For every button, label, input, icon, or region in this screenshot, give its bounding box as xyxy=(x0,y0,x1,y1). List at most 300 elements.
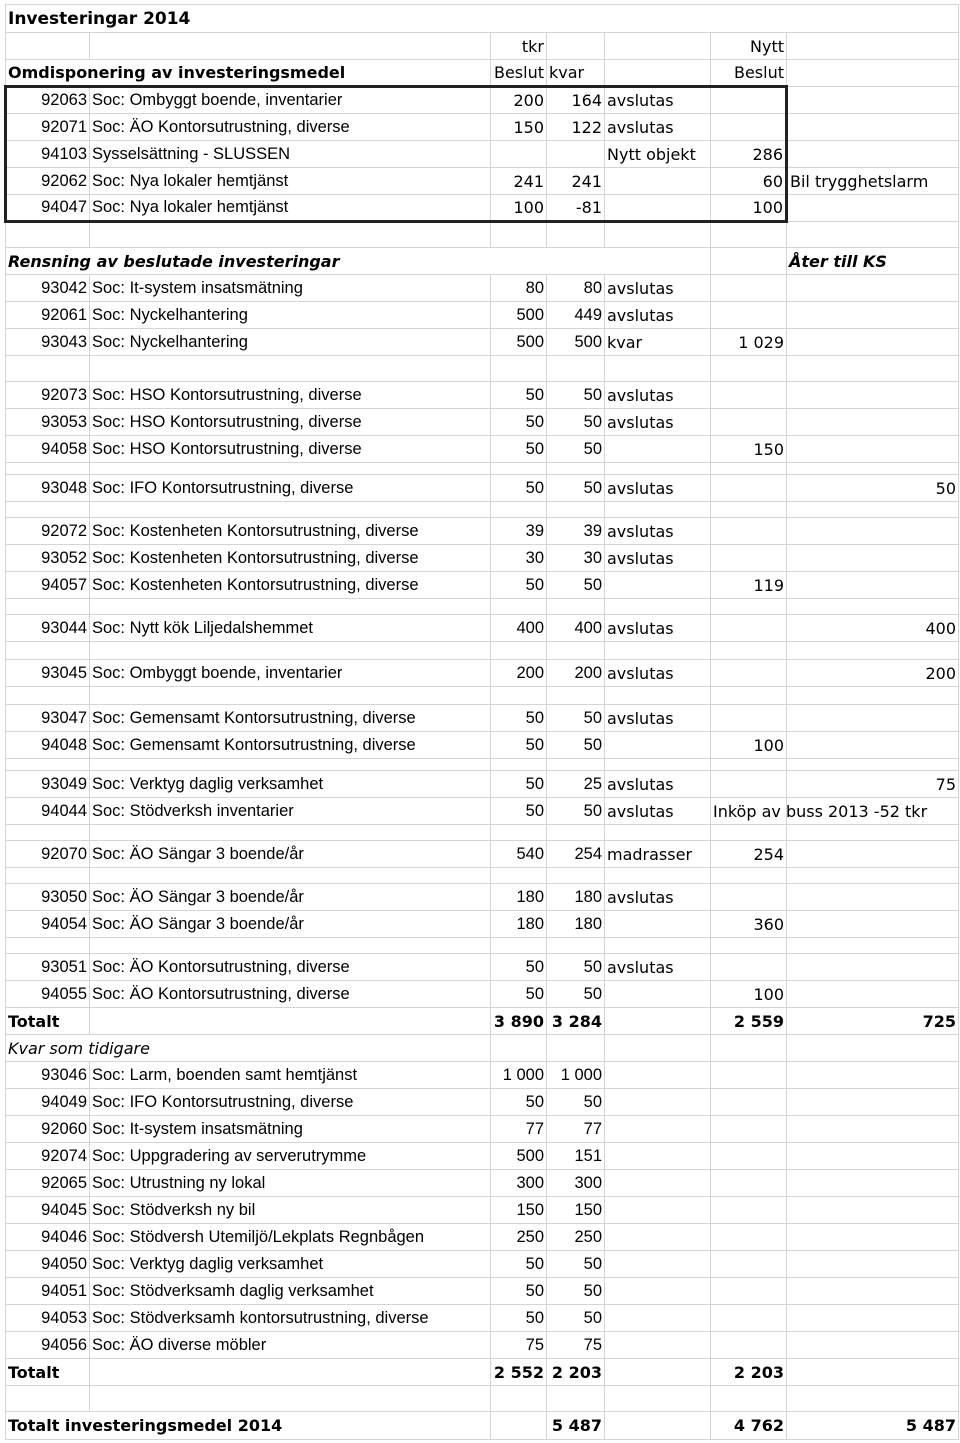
object-number: 94044 xyxy=(6,798,90,825)
beslut-value: 50 xyxy=(491,1278,547,1305)
object-description: Soc: Kostenheten Kontorsutrustning, diverse xyxy=(90,572,491,599)
ater-till-ks-value: 400 xyxy=(787,615,959,642)
object-description: Soc: Gemensamt Kontorsutrustning, diverse xyxy=(90,732,491,759)
table-row xyxy=(6,1062,959,1089)
kvar-value: 77 xyxy=(547,1116,605,1143)
total-nytt: 2 559 xyxy=(711,1008,787,1035)
nytt-beslut-value: 119 xyxy=(711,572,787,599)
kvar-value: 50 xyxy=(547,1251,605,1278)
object-description: Soc: Stödverksamh daglig verksamhet xyxy=(90,1278,491,1305)
beslut-value: 50 xyxy=(491,954,547,981)
spacer-row xyxy=(6,502,959,518)
note-text xyxy=(787,87,959,114)
ater-till-ks-value xyxy=(787,981,959,1008)
beslut-value: 180 xyxy=(491,884,547,911)
object-description: Soc: ÄO Kontorsutrustning, diverse xyxy=(90,114,491,141)
spacer-row xyxy=(6,938,959,954)
kvar-value: 39 xyxy=(547,518,605,545)
spacer-row xyxy=(6,825,959,841)
nytt-beslut-value: 100 xyxy=(711,981,787,1008)
status-text: avslutas xyxy=(605,518,711,545)
section-header-row xyxy=(6,1035,959,1062)
table-row xyxy=(6,660,959,687)
table-row xyxy=(6,705,959,732)
object-description: Soc: ÄO Kontorsutrustning, diverse xyxy=(90,981,491,1008)
beslut-value: 75 xyxy=(491,1332,547,1359)
spacer-row xyxy=(6,642,959,660)
nytt-beslut-value xyxy=(711,545,787,572)
object-description: Soc: Nyckelhantering xyxy=(90,302,491,329)
header-row-1 xyxy=(6,33,959,60)
object-number: 92074 xyxy=(6,1143,90,1170)
table-row xyxy=(6,168,959,195)
nytt-beslut-value xyxy=(711,705,787,732)
status-text: avslutas xyxy=(605,114,711,141)
ater-till-ks-value xyxy=(787,911,959,938)
status-text xyxy=(605,732,711,759)
status-text xyxy=(605,572,711,599)
table-row xyxy=(6,1251,959,1278)
table-row xyxy=(6,615,959,642)
table-row xyxy=(6,1170,959,1197)
nytt-beslut-value: 360 xyxy=(711,911,787,938)
table-row xyxy=(6,1197,959,1224)
table-row xyxy=(6,302,959,329)
kvar-value: 50 xyxy=(547,572,605,599)
ater-till-ks-value xyxy=(787,518,959,545)
status-text: avslutas xyxy=(605,771,711,798)
object-description: Soc: HSO Kontorsutrustning, diverse xyxy=(90,409,491,436)
object-description: Soc: Utrustning ny lokal xyxy=(90,1170,491,1197)
ater-till-ks-value xyxy=(787,705,959,732)
section-omdisponering: Omdisponering av investeringsmedel xyxy=(6,60,491,87)
object-number: 92073 xyxy=(6,382,90,409)
status-text: avslutas xyxy=(605,954,711,981)
table-row xyxy=(6,87,959,114)
kvar-value: 449 xyxy=(547,302,605,329)
beslut-value: 500 xyxy=(491,302,547,329)
object-number: 92060 xyxy=(6,1116,90,1143)
beslut-value: 50 xyxy=(491,409,547,436)
object-description: Soc: Stödverksamh kontorsutrustning, diverse xyxy=(90,1305,491,1332)
nytt-beslut-value: 286 xyxy=(711,141,787,168)
object-number: 92061 xyxy=(6,302,90,329)
status-text xyxy=(605,911,711,938)
object-description: Soc: Nytt kök Liljedalshemmet xyxy=(90,615,491,642)
header-kvar: kvar xyxy=(547,60,605,87)
beslut-value: 200 xyxy=(491,87,547,114)
kvar-value: 500 xyxy=(547,329,605,356)
object-description: Soc: HSO Kontorsutrustning, diverse xyxy=(90,436,491,463)
total-beslut: 3 890 xyxy=(491,1008,547,1035)
kvar-value: 50 xyxy=(547,954,605,981)
status-text: madrasser xyxy=(605,841,711,868)
object-number: 94053 xyxy=(6,1305,90,1332)
object-description: Sysselsättning - SLUSSEN xyxy=(90,141,491,168)
object-description: Soc: Nyckelhantering xyxy=(90,329,491,356)
object-number: 94046 xyxy=(6,1224,90,1251)
object-description: Soc: IFO Kontorsutrustning, diverse xyxy=(90,475,491,502)
beslut-value: 150 xyxy=(491,1197,547,1224)
kvar-value: 50 xyxy=(547,1278,605,1305)
nytt-beslut-value: 150 xyxy=(711,436,787,463)
object-description: Soc: Uppgradering av serverutrymme xyxy=(90,1143,491,1170)
table-row xyxy=(6,545,959,572)
object-number: 94050 xyxy=(6,1251,90,1278)
object-number: 93053 xyxy=(6,409,90,436)
section-kvar-som-tidigare: Kvar som tidigare xyxy=(6,1035,491,1062)
status-text: avslutas xyxy=(605,475,711,502)
table-row xyxy=(6,409,959,436)
object-number: 93051 xyxy=(6,954,90,981)
ater-till-ks-value xyxy=(787,841,959,868)
object-description: Soc: Stödverksh inventarier xyxy=(90,798,491,825)
ater-till-ks-value xyxy=(787,436,959,463)
object-number: 92072 xyxy=(6,518,90,545)
beslut-value: 50 xyxy=(491,771,547,798)
nytt-beslut-value xyxy=(711,302,787,329)
nytt-beslut-value: 1 029 xyxy=(711,329,787,356)
status-text: Nytt objekt xyxy=(605,141,711,168)
table-row xyxy=(6,114,959,141)
beslut-value: 50 xyxy=(491,382,547,409)
object-number: 94056 xyxy=(6,1332,90,1359)
spacer-row xyxy=(6,759,959,771)
nytt-beslut-value xyxy=(711,771,787,798)
nytt-beslut-value: Inköp av buss 2013 -52 tkr xyxy=(711,798,787,825)
object-number: 93044 xyxy=(6,615,90,642)
note-text xyxy=(787,114,959,141)
header-tkr: tkr xyxy=(491,33,547,60)
nytt-beslut-value: 100 xyxy=(711,732,787,759)
table-row xyxy=(6,798,959,825)
kvar-value: 80 xyxy=(547,275,605,302)
object-number: 94048 xyxy=(6,732,90,759)
nytt-beslut-value: 60 xyxy=(711,168,787,195)
status-text xyxy=(605,436,711,463)
ater-till-ks-value: 50 xyxy=(787,475,959,502)
ater-till-ks-value xyxy=(787,732,959,759)
table-row xyxy=(6,954,959,981)
nytt-beslut-value: 100 xyxy=(711,195,787,222)
object-number: 93045 xyxy=(6,660,90,687)
beslut-value: 300 xyxy=(491,1170,547,1197)
object-description: Soc: Stödverksh ny bil xyxy=(90,1197,491,1224)
object-number: 93046 xyxy=(6,1062,90,1089)
kvar-value: 50 xyxy=(547,1089,605,1116)
object-description: Soc: ÄO diverse möbler xyxy=(90,1332,491,1359)
object-number: 92062 xyxy=(6,168,90,195)
beslut-value: 77 xyxy=(491,1116,547,1143)
table-row xyxy=(6,1278,959,1305)
object-number: 92070 xyxy=(6,841,90,868)
object-description: Soc: Verktyg daglig verksamhet xyxy=(90,771,491,798)
beslut-value: 100 xyxy=(491,195,547,222)
spacer-row xyxy=(6,868,959,884)
nytt-beslut-value xyxy=(711,382,787,409)
beslut-value: 50 xyxy=(491,572,547,599)
object-description: Soc: ÄO Sängar 3 boende/år xyxy=(90,911,491,938)
nytt-beslut-value xyxy=(711,409,787,436)
total-row xyxy=(6,1359,959,1386)
table-row xyxy=(6,475,959,502)
total-ater: 725 xyxy=(787,1008,959,1035)
beslut-value: 50 xyxy=(491,1305,547,1332)
note-text xyxy=(787,195,959,222)
kvar-value: 75 xyxy=(547,1332,605,1359)
object-number: 94049 xyxy=(6,1089,90,1116)
ater-till-ks-value xyxy=(787,275,959,302)
beslut-value: 50 xyxy=(491,475,547,502)
status-text: avslutas xyxy=(605,884,711,911)
status-text xyxy=(605,195,711,222)
ater-till-ks-value xyxy=(787,954,959,981)
spreadsheet xyxy=(4,4,957,1440)
beslut-value: 50 xyxy=(491,1251,547,1278)
object-number: 94051 xyxy=(6,1278,90,1305)
table-row xyxy=(6,732,959,759)
beslut-value: 50 xyxy=(491,1089,547,1116)
status-text: kvar xyxy=(605,329,711,356)
note-text: Bil trygghetslarm xyxy=(787,168,959,195)
beslut-value: 150 xyxy=(491,114,547,141)
table-row xyxy=(6,1332,959,1359)
kvar-value: 151 xyxy=(547,1143,605,1170)
beslut-value: 540 xyxy=(491,841,547,868)
total-nytt: 2 203 xyxy=(711,1359,787,1386)
object-description: Soc: Verktyg daglig verksamhet xyxy=(90,1251,491,1278)
status-text: avslutas xyxy=(605,660,711,687)
object-description: Soc: Kostenheten Kontorsutrustning, diverse xyxy=(90,518,491,545)
table-row xyxy=(6,981,959,1008)
grand-total-ater: 5 487 xyxy=(787,1412,959,1440)
status-text: avslutas xyxy=(605,382,711,409)
kvar-value: 1 000 xyxy=(547,1062,605,1089)
table-row xyxy=(6,1089,959,1116)
nytt-beslut-value xyxy=(711,615,787,642)
table-row xyxy=(6,382,959,409)
total-beslut: 2 552 xyxy=(491,1359,547,1386)
object-description: Soc: Larm, boenden samt hemtjänst xyxy=(90,1062,491,1089)
status-text: avslutas xyxy=(605,545,711,572)
total-kvar: 2 203 xyxy=(547,1359,605,1386)
header-nytt: Nytt xyxy=(711,33,787,60)
nytt-beslut-value xyxy=(711,660,787,687)
total-kvar: 3 284 xyxy=(547,1008,605,1035)
object-description: Soc: Stödversh Utemiljö/Lekplats Regnbågen xyxy=(90,1224,491,1251)
object-number: 93050 xyxy=(6,884,90,911)
beslut-value: 39 xyxy=(491,518,547,545)
object-number: 93052 xyxy=(6,545,90,572)
spacer-row xyxy=(6,687,959,705)
object-number: 94103 xyxy=(6,141,90,168)
spacer-row xyxy=(6,599,959,615)
total-row xyxy=(6,1008,959,1035)
object-number: 92071 xyxy=(6,114,90,141)
object-description: Soc: It-system insatsmätning xyxy=(90,275,491,302)
table-row xyxy=(6,911,959,938)
grand-total-nytt: 4 762 xyxy=(711,1412,787,1440)
object-description: Soc: Gemensamt Kontorsutrustning, diverse xyxy=(90,705,491,732)
table-row xyxy=(6,141,959,168)
nytt-beslut-value xyxy=(711,475,787,502)
beslut-value: 50 xyxy=(491,981,547,1008)
nytt-beslut-value xyxy=(711,518,787,545)
page-title: Investeringar 2014 xyxy=(6,5,959,33)
kvar-value: 300 xyxy=(547,1170,605,1197)
kvar-value: 122 xyxy=(547,114,605,141)
note-text xyxy=(787,141,959,168)
object-description: Soc: ÄO Sängar 3 boende/år xyxy=(90,841,491,868)
status-text: avslutas xyxy=(605,275,711,302)
status-text: avslutas xyxy=(605,798,711,825)
kvar-value: 254 xyxy=(547,841,605,868)
object-number: 93047 xyxy=(6,705,90,732)
spacer-row xyxy=(6,222,959,248)
ater-till-ks-value xyxy=(787,545,959,572)
object-number: 93048 xyxy=(6,475,90,502)
table-row xyxy=(6,771,959,798)
beslut-value: 50 xyxy=(491,798,547,825)
investment-table xyxy=(4,4,959,1440)
kvar-value: 50 xyxy=(547,798,605,825)
header-ater-till-ks: Åter till KS xyxy=(787,248,959,275)
table-row xyxy=(6,518,959,545)
kvar-value: 241 xyxy=(547,168,605,195)
status-text: avslutas xyxy=(605,409,711,436)
object-number: 92065 xyxy=(6,1170,90,1197)
nytt-beslut-value xyxy=(711,275,787,302)
kvar-value: 50 xyxy=(547,382,605,409)
kvar-value: 250 xyxy=(547,1224,605,1251)
beslut-value: 500 xyxy=(491,329,547,356)
object-description: Soc: Nya lokaler hemtjänst xyxy=(90,195,491,222)
grand-total-row xyxy=(6,1412,959,1440)
kvar-value: 180 xyxy=(547,911,605,938)
beslut-value: 50 xyxy=(491,732,547,759)
kvar-value: 30 xyxy=(547,545,605,572)
table-row xyxy=(6,1143,959,1170)
beslut-value: 250 xyxy=(491,1224,547,1251)
header-beslut: Beslut xyxy=(491,60,547,87)
beslut-value: 1 000 xyxy=(491,1062,547,1089)
table-row xyxy=(6,1224,959,1251)
object-number: 92063 xyxy=(6,87,90,114)
ater-till-ks-value: 200 xyxy=(787,660,959,687)
nytt-beslut-value xyxy=(711,954,787,981)
object-number: 94058 xyxy=(6,436,90,463)
beslut-value: 50 xyxy=(491,705,547,732)
kvar-value: -81 xyxy=(547,195,605,222)
object-description: Soc: Ombyggt boende, inventarier xyxy=(90,87,491,114)
beslut-value: 180 xyxy=(491,911,547,938)
kvar-value: 50 xyxy=(547,1305,605,1332)
beslut-value: 50 xyxy=(491,436,547,463)
spacer-row xyxy=(6,463,959,475)
object-number: 94045 xyxy=(6,1197,90,1224)
kvar-value: 50 xyxy=(547,732,605,759)
ater-till-ks-value: 75 xyxy=(787,771,959,798)
object-description: Soc: ÄO Sängar 3 boende/år xyxy=(90,884,491,911)
table-row xyxy=(6,1305,959,1332)
title-row xyxy=(6,5,959,33)
nytt-beslut-value xyxy=(711,114,787,141)
kvar-value: 50 xyxy=(547,409,605,436)
kvar-value: 50 xyxy=(547,705,605,732)
table-row xyxy=(6,841,959,868)
beslut-value: 200 xyxy=(491,660,547,687)
object-description: Soc: Ombyggt boende, inventarier xyxy=(90,660,491,687)
beslut-value: 400 xyxy=(491,615,547,642)
grand-total-label: Totalt investeringsmedel 2014 xyxy=(6,1412,491,1440)
object-number: 93043 xyxy=(6,329,90,356)
section-rensning: Rensning av beslutade investeringar xyxy=(6,248,711,275)
object-description: Soc: IFO Kontorsutrustning, diverse xyxy=(90,1089,491,1116)
status-text xyxy=(605,981,711,1008)
spacer-row xyxy=(6,1386,959,1412)
kvar-value: 164 xyxy=(547,87,605,114)
object-description: Soc: ÄO Kontorsutrustning, diverse xyxy=(90,954,491,981)
table-row xyxy=(6,572,959,599)
beslut-value: 241 xyxy=(491,168,547,195)
status-text: avslutas xyxy=(605,615,711,642)
kvar-value: 200 xyxy=(547,660,605,687)
kvar-value xyxy=(547,141,605,168)
kvar-value: 50 xyxy=(547,981,605,1008)
ater-till-ks-value xyxy=(787,329,959,356)
object-description: Soc: It-system insatsmätning xyxy=(90,1116,491,1143)
object-number: 93049 xyxy=(6,771,90,798)
table-row xyxy=(6,329,959,356)
ater-till-ks-value xyxy=(787,572,959,599)
table-row xyxy=(6,436,959,463)
table-row xyxy=(6,195,959,222)
table-row xyxy=(6,884,959,911)
table-row xyxy=(6,275,959,302)
section-header-row xyxy=(6,248,959,275)
kvar-value: 50 xyxy=(547,436,605,463)
kvar-value: 25 xyxy=(547,771,605,798)
object-number: 94047 xyxy=(6,195,90,222)
status-text xyxy=(605,168,711,195)
status-text: avslutas xyxy=(605,87,711,114)
object-number: 94054 xyxy=(6,911,90,938)
header-nytt-beslut: Beslut xyxy=(711,60,787,87)
object-number: 94057 xyxy=(6,572,90,599)
ater-till-ks-value xyxy=(787,884,959,911)
header-row-2 xyxy=(6,60,959,87)
status-text: avslutas xyxy=(605,705,711,732)
kvar-value: 150 xyxy=(547,1197,605,1224)
nytt-beslut-value: 254 xyxy=(711,841,787,868)
kvar-value: 180 xyxy=(547,884,605,911)
beslut-value: 80 xyxy=(491,275,547,302)
status-text: avslutas xyxy=(605,302,711,329)
spacer-row xyxy=(6,356,959,382)
nytt-beslut-value xyxy=(711,884,787,911)
beslut-value xyxy=(491,141,547,168)
object-description: Soc: HSO Kontorsutrustning, diverse xyxy=(90,382,491,409)
object-description: Soc: Nya lokaler hemtjänst xyxy=(90,168,491,195)
beslut-value: 500 xyxy=(491,1143,547,1170)
kvar-value: 50 xyxy=(547,475,605,502)
beslut-value: 30 xyxy=(491,545,547,572)
object-description: Soc: Kostenheten Kontorsutrustning, diverse xyxy=(90,545,491,572)
ater-till-ks-value xyxy=(787,382,959,409)
total-label: Totalt xyxy=(6,1359,90,1386)
kvar-value: 400 xyxy=(547,615,605,642)
nytt-beslut-value xyxy=(711,87,787,114)
